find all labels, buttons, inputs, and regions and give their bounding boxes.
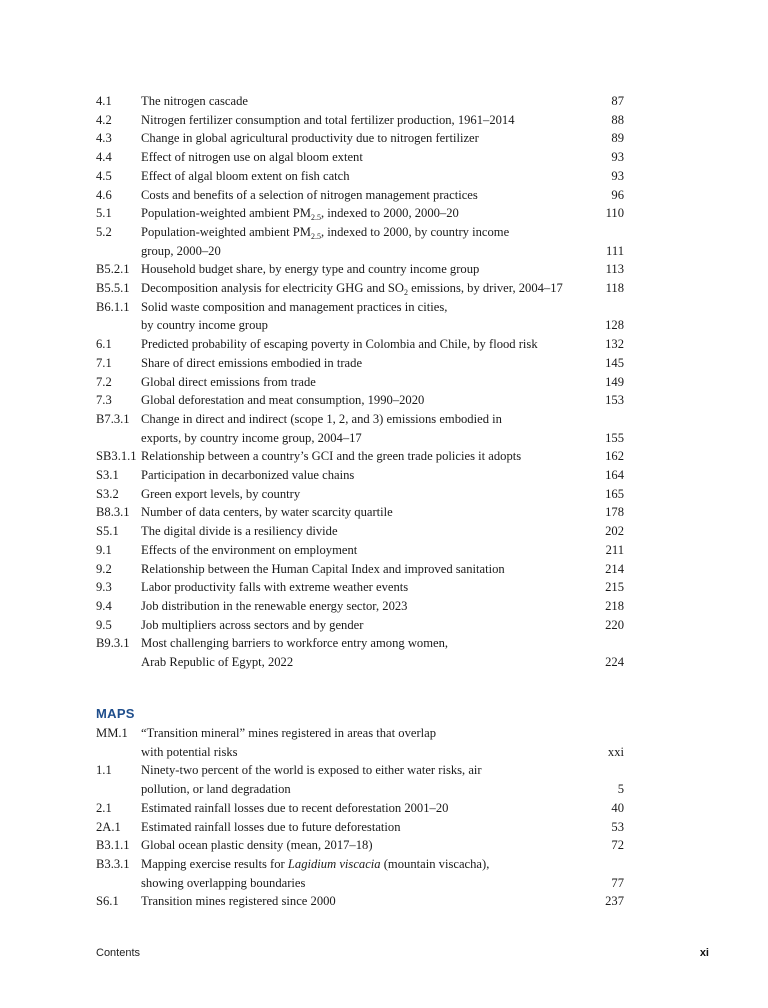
entry-title-line: showing overlapping boundaries: [141, 875, 306, 890]
entry-number: 2.1: [96, 800, 112, 815]
entry-number: S5.1: [96, 524, 119, 539]
entry-title-line: Relationship between a country’s GCI and the green trade policies it adopts: [141, 449, 522, 464]
entry-number: 4.2: [96, 112, 112, 127]
entry-number: 5.1: [96, 206, 112, 221]
entry-title: [141, 541, 591, 560]
entry-page-number: 149: [605, 374, 624, 389]
toc-entry[interactable]: [96, 818, 624, 837]
entry-number: B5.2.1: [96, 262, 130, 277]
entry-number: 9.5: [96, 617, 112, 632]
entry-title: [141, 204, 591, 223]
entry-number: 9.2: [96, 561, 112, 576]
entry-page-number: 215: [605, 580, 624, 595]
entry-title-line: Nitrogen fertilizer consumption and total fertilizer production, 1961–2014: [141, 112, 515, 127]
entry-title: [141, 485, 591, 504]
entry-number: 4.4: [96, 150, 112, 165]
entry-title-line: Job distribution in the renewable energy sector, 2023: [141, 598, 408, 613]
toc-entry[interactable]: [96, 447, 624, 466]
entry-page-number: 40: [611, 800, 624, 815]
toc-entry[interactable]: [96, 186, 624, 205]
entry-title-line: Share of direct emissions embodied in trade: [141, 355, 363, 370]
toc-entry[interactable]: [96, 541, 624, 560]
toc-entry[interactable]: [96, 279, 624, 298]
entry-title-line: Effect of nitrogen use on algal bloom extent: [141, 150, 363, 165]
toc-entry[interactable]: [96, 129, 624, 148]
entry-title-line: Job multipliers across sectors and by gender: [141, 617, 364, 632]
entry-title: [141, 836, 591, 855]
entry-title: [141, 167, 591, 186]
entry-page-number: 214: [605, 561, 624, 576]
entry-page-number: 128: [605, 318, 624, 333]
entry-number: 7.1: [96, 355, 112, 370]
toc-entry[interactable]: [96, 503, 624, 522]
footer-page-number: xi: [699, 947, 709, 959]
entry-number: 4.5: [96, 168, 112, 183]
entry-title: [141, 634, 591, 671]
toc-entry[interactable]: [96, 892, 624, 911]
toc-entry[interactable]: [96, 335, 624, 354]
entry-title: [141, 724, 591, 761]
entry-title-line: Participation in decarbonized value chains: [141, 468, 355, 482]
entry-number: 7.2: [96, 374, 112, 389]
entry-title-line: Global ocean plastic density (mean, 2017–18): [141, 838, 373, 853]
entry-title-line: Ninety-two percent of the world is exposed to either water risks, air: [141, 763, 482, 778]
entry-title: [141, 354, 591, 373]
entry-title-line: Global deforestation and meat consumption, 1990–2020: [141, 393, 425, 408]
entry-title-line: Change in direct and indirect (scope 1, 2, and 3) emissions embodied in: [141, 411, 502, 426]
entry-page-number: 178: [605, 505, 624, 520]
entry-title-line: Mapping exercise results for Lagidium viscacia (mountain viscacha),: [141, 856, 490, 871]
entry-title-line: Household budget share, by energy type and country income group: [141, 262, 480, 277]
entry-number: 2A.1: [96, 819, 121, 834]
entry-number: 1.1: [96, 763, 112, 778]
entry-number: B3.3.1: [96, 856, 130, 871]
toc-entry[interactable]: [96, 410, 624, 447]
entry-number: B8.3.1: [96, 505, 130, 520]
toc-entry[interactable]: [96, 391, 624, 410]
entry-title-line: The nitrogen cascade: [141, 94, 248, 108]
entry-title: [141, 391, 591, 410]
entry-title-line: Most challenging barriers to workforce entry among women,: [141, 636, 449, 651]
entry-title-line: Effect of algal bloom extent on fish catch: [141, 168, 350, 183]
toc-entry[interactable]: [96, 111, 624, 130]
toc-entry[interactable]: [96, 92, 624, 111]
toc-entry[interactable]: [96, 578, 624, 597]
entry-title: [141, 298, 591, 335]
entry-title: [141, 186, 591, 205]
entry-title: [141, 129, 591, 148]
entry-page-number: 93: [611, 168, 624, 183]
entry-page-number: 211: [605, 542, 624, 557]
toc-entry[interactable]: [96, 485, 624, 504]
entry-title-line: Green export levels, by country: [141, 486, 301, 501]
entry-title: [141, 447, 591, 466]
toc-entry[interactable]: [96, 298, 624, 335]
entry-title: [141, 616, 591, 635]
entry-title: [141, 560, 591, 579]
entry-number: 4.1: [96, 94, 112, 108]
entry-title-line: Transition mines registered since 2000: [141, 894, 336, 909]
entry-number: MM.1: [96, 726, 128, 740]
entry-page-number: 77: [611, 875, 624, 890]
entry-title-line: Labor productivity falls with extreme weather events: [141, 580, 409, 595]
entry-page-number: 165: [605, 486, 624, 501]
entry-title: [141, 410, 591, 447]
toc-entry[interactable]: [96, 560, 624, 579]
entry-title: [141, 578, 591, 597]
entry-title-line: Decomposition analysis for electricity GHG and $SO_2$ emissions, by driver, 2004–17: [141, 281, 563, 297]
entry-title-line: The digital divide is a resiliency divide: [141, 524, 338, 539]
entry-title: [141, 92, 591, 111]
entry-title: [141, 279, 591, 298]
entry-title-line: Estimated rainfall losses due to future deforestation: [141, 819, 401, 834]
toc-entry[interactable]: [96, 634, 624, 671]
entry-page-number: 218: [605, 598, 624, 613]
entry-title: [141, 522, 591, 541]
entry-title: [141, 260, 591, 279]
toc-entry[interactable]: [96, 522, 624, 541]
entry-title-line: Change in global agricultural productivity due to nitrogen fertilizer: [141, 131, 479, 146]
entry-title: [141, 818, 591, 837]
toc-entry[interactable]: [96, 855, 624, 892]
entry-number: B7.3.1: [96, 411, 130, 426]
entry-page-number: 220: [605, 617, 624, 632]
entry-title: [141, 597, 591, 616]
entry-number: 9.3: [96, 580, 112, 595]
toc-entry[interactable]: [96, 167, 624, 186]
entry-title: [141, 148, 591, 167]
entry-page-number: 118: [605, 281, 624, 295]
entry-number: 9.4: [96, 598, 112, 613]
entry-number: S3.2: [96, 486, 119, 501]
entry-title-line: Estimated rainfall losses due to recent deforestation 2001–20: [141, 800, 449, 815]
toc-entry[interactable]: [96, 148, 624, 167]
entry-page-number: 145: [605, 355, 624, 370]
entry-title-line: Solid waste composition and management practices in cities,: [141, 299, 448, 314]
entry-number: 4.3: [96, 131, 112, 146]
entry-title-line: with potential risks: [141, 744, 238, 759]
entry-title-line: “Transition mineral” mines registered in areas that overlap: [141, 726, 437, 740]
entry-title-line: Arab Republic of Egypt, 2022: [141, 655, 294, 669]
toc-entry[interactable]: [96, 373, 624, 392]
entry-number: 6.1: [96, 337, 112, 352]
entry-page-number: 87: [611, 94, 624, 108]
entry-title-line: Number of data centers, by water scarcity quartile: [141, 505, 393, 520]
entry-title: [141, 892, 591, 911]
entry-page-number: 111: [606, 243, 624, 258]
entry-title: [141, 799, 591, 818]
entry-page-number: 110: [605, 206, 624, 221]
toc-entry[interactable]: [96, 724, 624, 761]
entry-page-number: 224: [605, 655, 624, 669]
entry-page-number: 113: [605, 262, 624, 277]
toc-entry[interactable]: [96, 223, 624, 260]
entry-title-line: Predicted probability of escaping poverty in Colombia and Chile, by flood risk: [141, 337, 538, 352]
entry-number: S3.1: [96, 468, 119, 482]
entry-page-number: 237: [605, 894, 624, 909]
toc-entry[interactable]: [96, 260, 624, 279]
toc-entry[interactable]: [96, 836, 624, 855]
entry-page-number: 202: [605, 524, 624, 539]
entry-title-line: pollution, or land degradation: [141, 782, 291, 797]
entry-page-number: 89: [611, 131, 624, 146]
entry-page-number: 93: [611, 150, 624, 165]
entry-title: [141, 855, 591, 892]
toc-entry[interactable]: [96, 799, 624, 818]
maps-heading: MAPS: [96, 706, 135, 721]
entry-title-line: Costs and benefits of a selection of nitrogen management practices: [141, 187, 478, 202]
entry-page-number: 5: [617, 782, 624, 797]
entry-number: 5.2: [96, 224, 112, 239]
entry-page-number: 72: [611, 838, 624, 853]
entry-title-line: exports, by country income group, 2004–17: [141, 430, 362, 445]
entry-page-number: 132: [605, 337, 624, 352]
toc-entry[interactable]: [96, 616, 624, 635]
entry-page-number: 96: [611, 187, 624, 202]
entry-title: [141, 503, 591, 522]
entry-number: S6.1: [96, 894, 119, 909]
entry-title: [141, 111, 591, 130]
entry-page-number: 153: [605, 393, 624, 408]
entry-title-line: Population-weighted ambient $PM_{2.5}$, indexed to 2000, 2000–20: [141, 206, 459, 223]
toc-entry[interactable]: [96, 204, 624, 223]
entry-title: [141, 223, 591, 260]
entry-page-number: 88: [611, 112, 624, 127]
entry-title-line: Global direct emissions from trade: [141, 374, 316, 389]
entry-page-number: 164: [605, 468, 624, 482]
entry-title-line: group, 2000–20: [141, 243, 221, 258]
entry-title-line: by country income group: [141, 318, 268, 333]
entry-number: B6.1.1: [96, 299, 130, 314]
entry-page-number: 155: [605, 430, 624, 445]
toc-entry[interactable]: [96, 597, 624, 616]
entry-number: 4.6: [96, 187, 112, 202]
entry-title: [141, 466, 591, 485]
entry-number: B9.3.1: [96, 636, 130, 651]
entry-title-line: Effects of the environment on employment: [141, 542, 358, 557]
entry-title: [141, 335, 591, 354]
entry-page-number: 162: [605, 449, 624, 464]
entry-title-line: Relationship between the Human Capital Index and improved sanitation: [141, 561, 505, 576]
entry-title-line: Population-weighted ambient $PM_{2.5}$, indexed to 2000, by country income: [141, 224, 510, 241]
entry-number: 7.3: [96, 393, 112, 408]
toc-entry[interactable]: [96, 761, 624, 798]
entry-title: [141, 373, 591, 392]
toc-entry[interactable]: [96, 354, 624, 373]
footer-section-label: Contents: [96, 947, 141, 959]
toc-entry[interactable]: [96, 466, 624, 485]
entry-number: B5.5.1: [96, 281, 130, 295]
entry-number: SB3.1.1: [96, 449, 137, 464]
entry-page-number: 53: [611, 819, 624, 834]
entry-title: [141, 761, 591, 798]
entry-page-number: xxi: [607, 744, 624, 759]
entry-number: 9.1: [96, 542, 112, 557]
entry-number: B3.1.1: [96, 838, 130, 853]
